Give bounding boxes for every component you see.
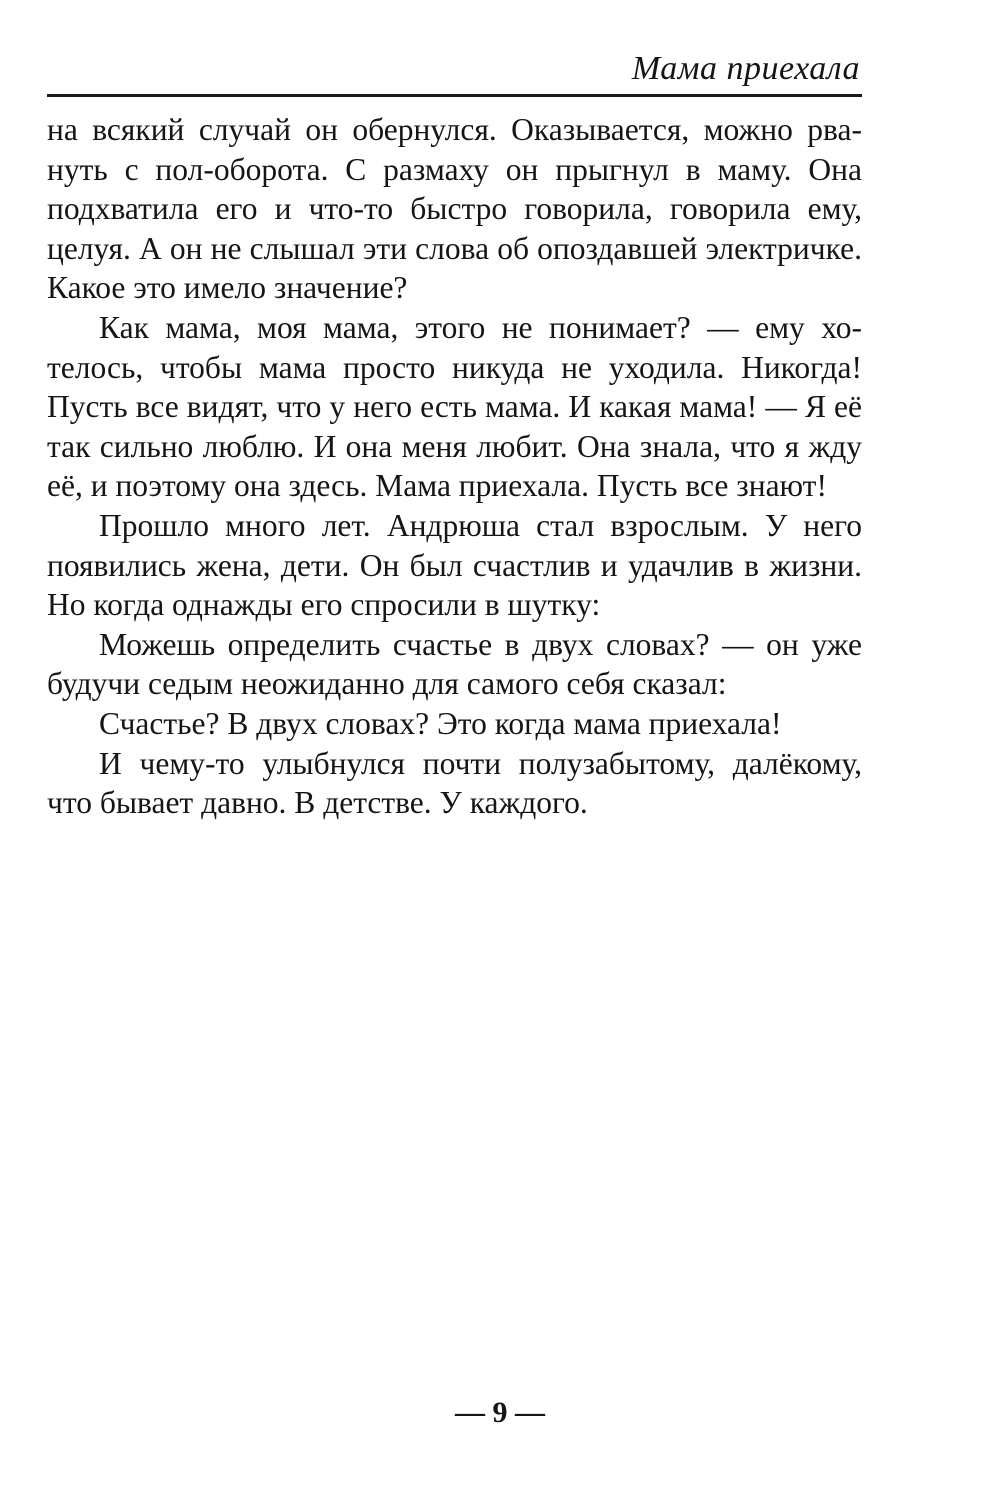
page-number: — 9 — — [455, 1396, 545, 1429]
paragraph-3: Прошло много лет. Андрюша стал взрослым. У него появились жена, дети. Он был счастлив и удачлив в жизни. Но когда однажды его спросили в шутку: — [47, 507, 862, 623]
paragraph-2: Как мама, моя мама, этого не понимает? — ему хотелось, чтобы мама просто никуда не уходила. Никогда! Пусть все видят, что у него есть мама. И какая мама! — Я её так сильно люблю. И она меня любит. Она знала, что я жду её, и поэтому она здесь. Мама приехала. Пусть все знают! — [47, 309, 862, 504]
paragraph-6: И чему-то улыбнулся почти полузабытому, далёкому, что бывает давно. В детстве. У каждого. — [47, 745, 862, 821]
paragraph-1: на всякий случай он обернулся. Оказывается, можно рвануть с пол-оборота. С размаху он прыгнул в маму. Она подхватила его и что-то быстро говорила, говорила ему, целуя. А он не слышал эти слова об опоздавшей электричке. Какое это имело значение? — [47, 112, 862, 306]
body-text — [47, 110, 862, 823]
paragraph-4: Можешь определить счастье в двух словах? — он уже будучи седым неожиданно для самого себя сказал: — [47, 626, 862, 702]
paragraph-5: Счастье? В двух словах? Это когда мама приехала! — [99, 705, 782, 741]
running-head-title: Мама приехала — [631, 50, 860, 87]
running-head — [47, 44, 862, 97]
